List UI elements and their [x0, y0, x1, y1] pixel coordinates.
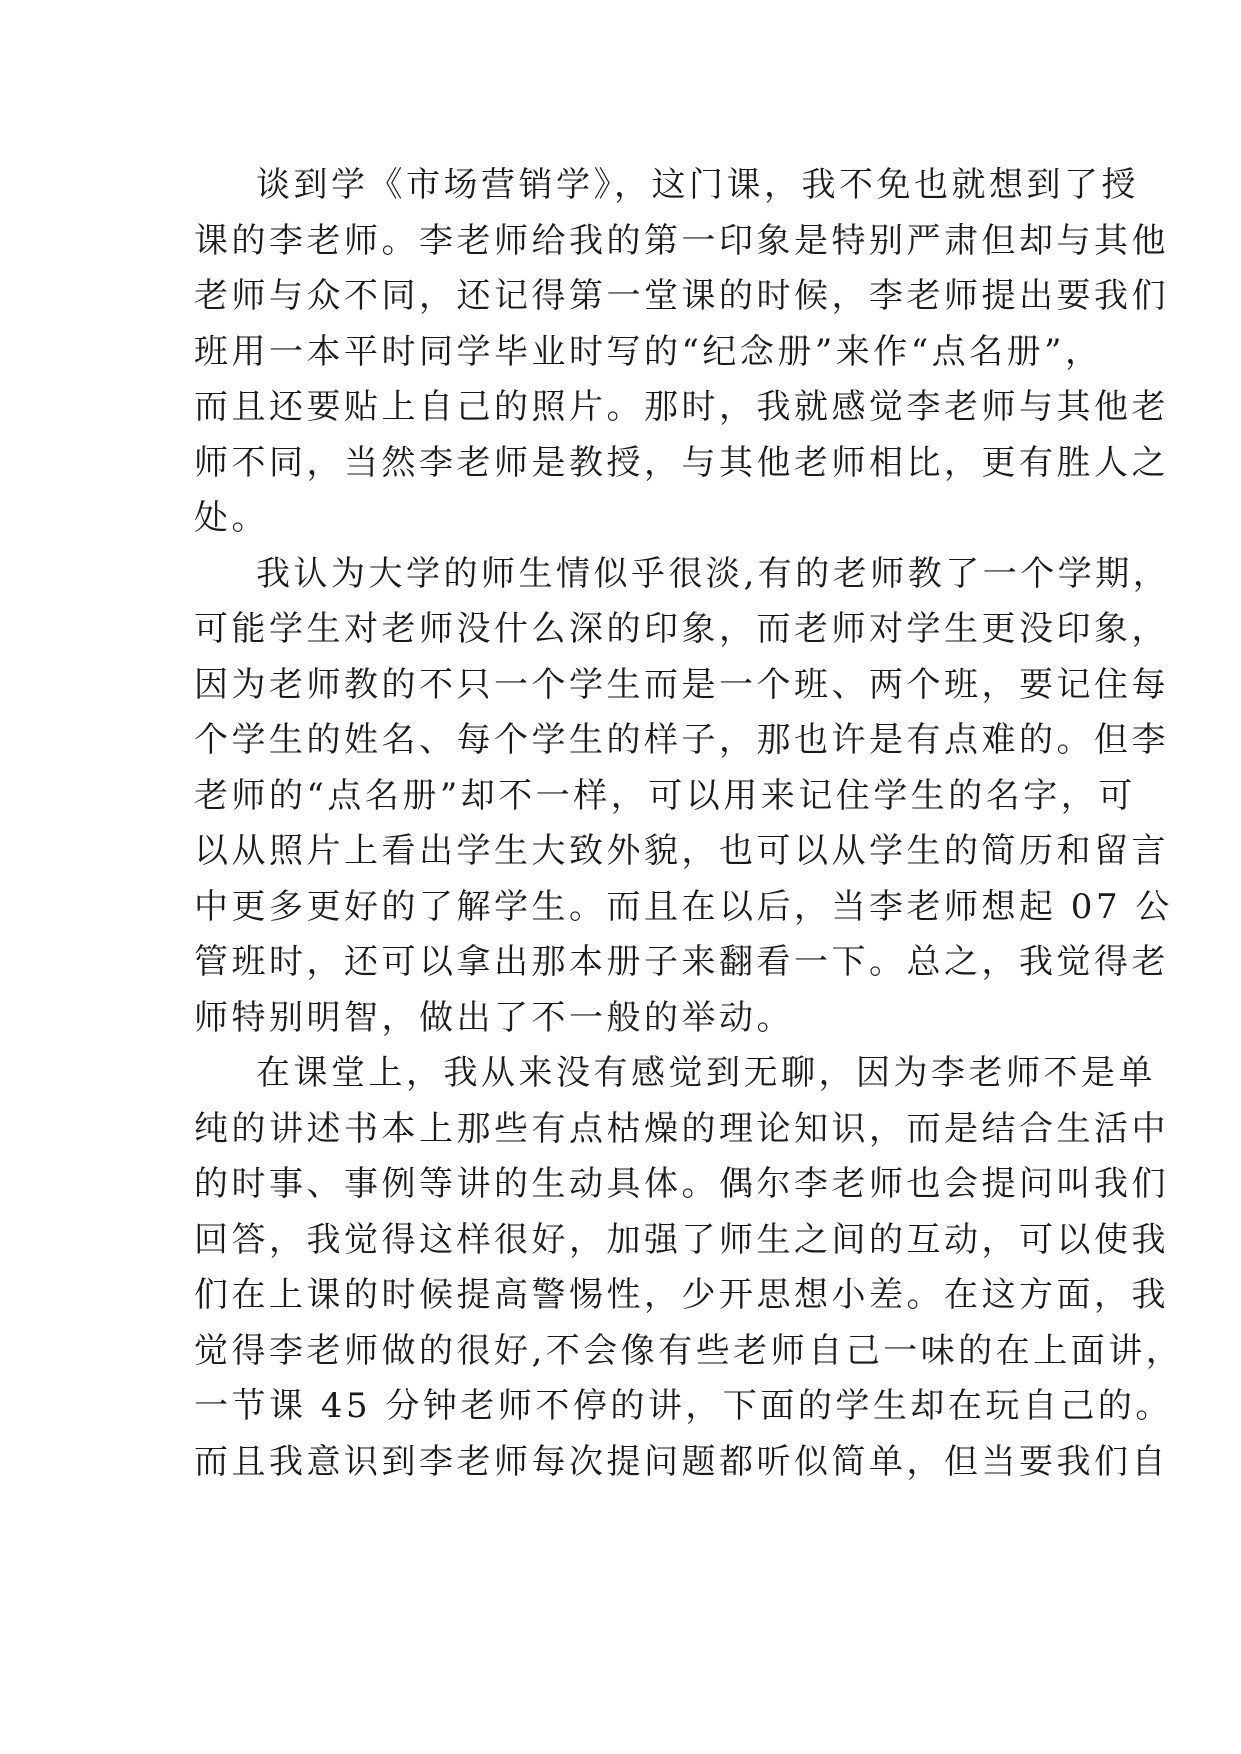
- paragraph-2-line-7: 中更多更好的了解学生。而且在以后，当李老师想起 07 公: [194, 886, 1173, 927]
- paragraph-3-line-7: 一节课 45 分钟老师不停的讲，下面的学生却在玩自己的。: [194, 1386, 1173, 1426]
- paragraph-2-line-8: 管班时，还可以拿出那本册子来翻看一下。总之，我觉得老: [194, 942, 1169, 982]
- paragraph-3-line-5: 们在上课的时候提高警惕性，少开思想小差。在这方面，我: [194, 1275, 1169, 1315]
- paragraph-1-line-1: 谈到学《市场营销学》，这门课，我不免也就想到了授: [256, 165, 1139, 205]
- paragraph-2-line-3: 因为老师教的不只一个学生而是一个班、两个班，要记住每: [194, 664, 1169, 705]
- paragraph-1-line-4: 班用一本平时同学毕业时写的“纪念册”来作“点名册”，: [194, 331, 1103, 372]
- paragraph-1-line-7: 处。: [194, 498, 269, 538]
- paragraph-2-line-9: 师特别明智，做出了不一般的举动。: [194, 997, 794, 1038]
- paragraph-2-line-4: 个学生的姓名、每个学生的样子，那也许是有点难的。但李: [194, 720, 1169, 760]
- paragraph-3-line-4: 回答，我觉得这样很好，加强了师生之间的互动，可以使我: [194, 1219, 1169, 1260]
- paragraph-1-line-3: 老师与众不同，还记得第一堂课的时候，李老师提出要我们: [194, 276, 1169, 316]
- paragraph-3-line-8: 而且我意识到李老师每次提问题都听似简单，但当要我们自: [194, 1441, 1169, 1482]
- paragraph-1-line-2: 课的李老师。李老师给我的第一印象是特别严肃但却与其他: [194, 220, 1169, 261]
- paragraph-1-line-5: 而且还要贴上自己的照片。那时，我就感觉李老师与其他老: [194, 387, 1169, 427]
- paragraph-3-line-2: 纯的讲述书本上那些有点枯燥的理论知识，而是结合生活中: [194, 1108, 1169, 1149]
- body-text: [194, 158, 1184, 1490]
- paragraph-2-line-6: 以从照片上看出学生大致外貌，也可以从学生的简历和留言: [194, 831, 1169, 871]
- paragraph-3-line-3: 的时事、事例等讲的生动具体。偶尔李老师也会提问叫我们: [194, 1164, 1169, 1204]
- paragraph-3-line-1: 在课堂上，我从来没有感觉到无聊，因为李老师不是单: [256, 1053, 1156, 1093]
- paragraph-1-line-6: 师不同，当然李老师是教授，与其他老师相比，更有胜人之: [194, 442, 1169, 483]
- paragraph-3-line-6: 觉得李老师做的很好,不会像有些老师自己一味的在上面讲，: [194, 1330, 1184, 1371]
- paragraph-2-line-5: 老师的“点名册”却不一样，可以用来记住学生的名字，可: [194, 775, 1136, 816]
- paragraph-2-line-2: 可能学生对老师没什么深的印象，而老师对学生更没印象，: [194, 609, 1169, 649]
- paragraph-2-line-1: 我认为大学的师生情似乎很淡,有的老师教了一个学期，: [256, 553, 1171, 594]
